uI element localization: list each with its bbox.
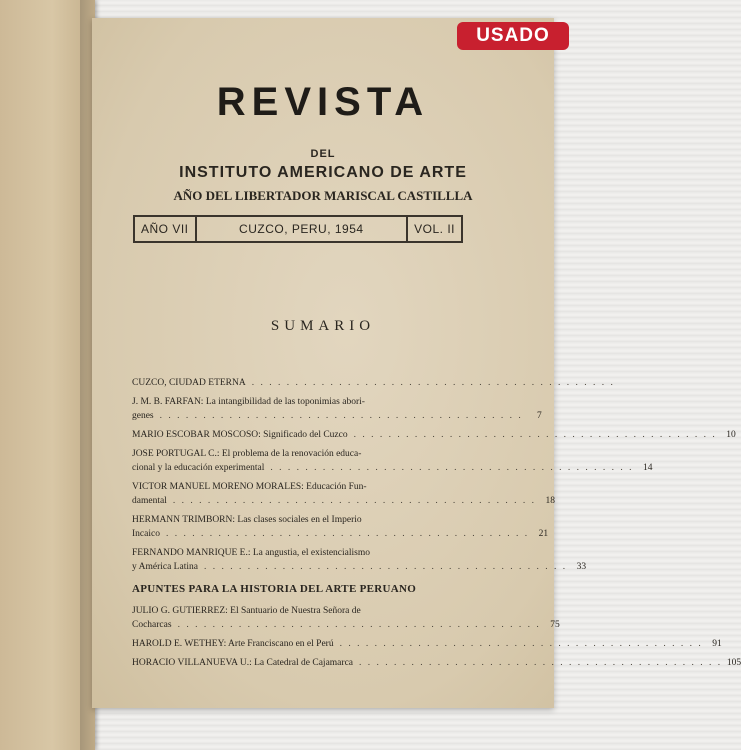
- toc-line: [132, 461, 653, 475]
- toc-page-number: 105: [726, 658, 741, 668]
- toc-list: [132, 376, 736, 574]
- toc-leader-dots: . . . . . . . . . . . . . . . . . . . . . . . . . . . . . . . . . . . . . . . . . .: [203, 562, 568, 572]
- toc-text: VICTOR MANUEL MORENO MORALES: Educación Fun-: [132, 482, 367, 492]
- toc-text: HERMANN TRIMBORN: Las clases sociales en el Imperio: [132, 515, 362, 525]
- toc-page-number: 21: [538, 529, 549, 539]
- toc-leader-dots: . . . . . . . . . . . . . . . . . . . . . . . . . . . . . . . . . . . . . . . . . .: [353, 430, 717, 440]
- toc-page-number: 33: [576, 562, 587, 572]
- toc-line: [132, 447, 468, 461]
- toc-text: damental: [132, 496, 167, 506]
- issue-place-date: CUZCO, PERU, 1954: [239, 222, 364, 236]
- issue-volume: VOL. II: [414, 222, 455, 236]
- toc-text: J. M. B. FARFAN: La intangibilidad de las toponimias abori-: [132, 397, 365, 407]
- table-of-contents: [132, 376, 741, 675]
- toc-leader-dots: . . . . . . . . . . . . . . . . . . . . . . . . . . . . . . . . . . . . . . . . . .: [172, 496, 536, 506]
- toc-page-number: 14: [643, 463, 653, 473]
- toc-line: [132, 494, 555, 508]
- toc-leader-dots: . . . . . . . . . . . . . . . . . . . . . . . . . . . . . . . . . . . . . . . . . .: [165, 529, 530, 539]
- toc-entry: [132, 395, 542, 423]
- toc-page-number: 18: [545, 496, 555, 506]
- toc-page-number: 10: [726, 430, 736, 440]
- toc-line: [132, 428, 736, 442]
- toc-entry: [132, 428, 736, 442]
- toc-line: [132, 618, 560, 632]
- toc-text: y América Latina: [132, 562, 198, 572]
- toc-entry: [132, 546, 587, 574]
- toc-line: [132, 656, 741, 670]
- institute-name: INSTITUTO AMERICANO DE ARTE: [179, 164, 467, 181]
- toc-entry: [132, 637, 722, 651]
- journal-title: REVISTA: [216, 80, 430, 124]
- toc-line: [132, 604, 468, 618]
- toc-text: Cocharcas: [132, 620, 172, 630]
- toc-entry: [132, 376, 615, 390]
- toc-text: cional y la educación experimental: [132, 463, 265, 473]
- year-dedication: AÑO DEL LIBERTADOR MARISCAL CASTILLLA: [173, 188, 473, 203]
- toc-entry: [132, 480, 555, 508]
- used-badge: USADO: [457, 22, 569, 50]
- issue-year: AÑO VII: [141, 222, 189, 236]
- toc-entry: [132, 604, 560, 632]
- toc-line: [132, 376, 615, 390]
- toc-text: Incaico: [132, 529, 160, 539]
- toc-line: [132, 637, 722, 651]
- toc-line: [132, 560, 587, 574]
- summary-title: SUMARIO: [270, 318, 376, 334]
- toc-leader-dots: . . . . . . . . . . . . . . . . . . . . . . . . . . . . . . . . . . . . . . . . . .: [339, 639, 703, 649]
- toc-line: [132, 527, 549, 541]
- toc-page-number: 75: [550, 620, 560, 630]
- toc-list-art-history: [132, 604, 741, 670]
- toc-leader-dots: . . . . . . . . . . . . . . . . . . . . . . . . . . . . . . . . . . . . . . . . . .: [251, 378, 615, 388]
- toc-text: HAROLD E. WETHEY: Arte Franciscano en el Perú: [132, 639, 334, 649]
- toc-text: JULIO G. GUTIERREZ: El Santuario de Nuestra Señora de: [132, 606, 361, 616]
- toc-entry: [132, 447, 653, 475]
- toc-text: HORACIO VILLANUEVA U.: La Catedral de Cajamarca: [132, 658, 353, 668]
- toc-entry: [132, 656, 741, 670]
- journal-del: DEL: [310, 148, 336, 160]
- toc-text: CUZCO, CIUDAD ETERNA: [132, 378, 246, 388]
- toc-leader-dots: . . . . . . . . . . . . . . . . . . . . . . . . . . . . . . . . . . . . . . . . . .: [159, 411, 523, 421]
- toc-leader-dots: . . . . . . . . . . . . . . . . . . . . . . . . . . . . . . . . . . . . . . . . . .: [359, 658, 723, 668]
- section-heading: APUNTES PARA LA HISTORIA DEL ARTE PERUANO: [132, 583, 417, 595]
- toc-line: [132, 480, 468, 494]
- toc-leader-dots: . . . . . . . . . . . . . . . . . . . . . . . . . . . . . . . . . . . . . . . . . .: [177, 620, 541, 630]
- toc-text: JOSE PORTUGAL C.: El problema de la renovación educa-: [132, 449, 362, 459]
- toc-page-number: 7: [537, 411, 542, 421]
- toc-text: MARIO ESCOBAR MOSCOSO: Significado del Cuzco: [132, 430, 348, 440]
- toc-line: [132, 513, 468, 527]
- journal-page: [92, 18, 741, 708]
- toc-line: [132, 546, 468, 560]
- issue-info-box: [133, 215, 463, 243]
- toc-entry: [132, 513, 549, 541]
- toc-page-number: 91: [712, 639, 722, 649]
- toc-leader-dots: . . . . . . . . . . . . . . . . . . . . . . . . . . . . . . . . . . . . . . . . . .: [270, 463, 634, 473]
- toc-text: genes: [132, 411, 154, 421]
- toc-text: FERNANDO MANRIQUE E.: La angustia, el existencialismo: [132, 548, 370, 558]
- toc-line: [132, 409, 542, 423]
- toc-line: [132, 395, 468, 409]
